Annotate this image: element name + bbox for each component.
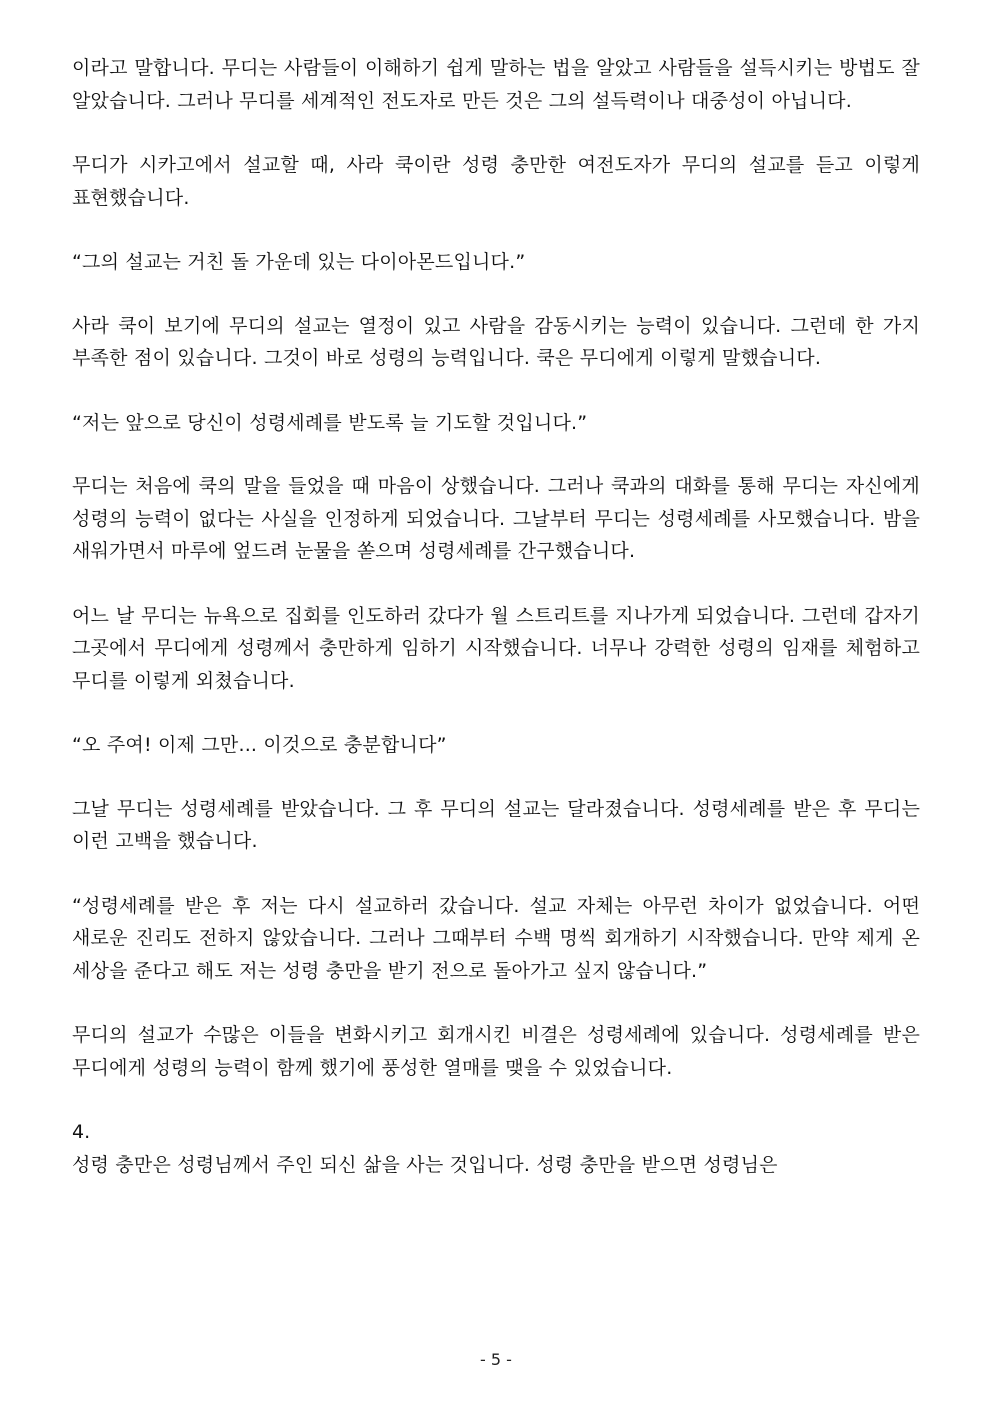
quote-paragraph: “성령세례를 받은 후 저는 다시 설교하러 갔습니다. 설교 자체는 아무런 차이가 없었습니다. 어떤 새로운 진리도 전하지 않았습니다. 그러나 그때부터 수백 명씩 회개하기 시작했습니다. 만약 제게 온 세상을 준다고 해도 저는 성령 충만을 받기 전으로 돌아가고 싶지 않습니다.” [72, 894, 920, 982]
paragraph: 어느 날 무디는 뉴욕으로 집회를 인도하러 갔다가 월 스트리트를 지나가게 되었습니다. 그런데 갑자기 그곳에서 무디에게 성령께서 충만하게 임하기 시작했습니다. 너무나 강력한 성령의 임재를 체험하고 무디를 이렇게 외쳤습니다. [72, 604, 920, 692]
paragraph: 이라고 말합니다. 무디는 사람들이 이해하기 쉽게 말하는 법을 알았고 사람들을 설득시키는 방법도 잘 알았습니다. 그러나 무디를 세계적인 전도자로 만든 것은 그의 설득력이나 대중성이 아닙니다. [72, 57, 920, 112]
paragraph: 그날 무디는 성령세례를 받았습니다. 그 후 무디의 설교는 달라졌습니다. 성령세례를 받은 후 무디는 이런 고백을 했습니다. [72, 797, 920, 852]
quote-paragraph: “저는 앞으로 당신이 성령세례를 받도록 늘 기도할 것입니다.” [72, 411, 588, 434]
section-number: 4. [72, 1121, 91, 1143]
paragraph: 사라 쿡이 보기에 무디의 설교는 열정이 있고 사람을 감동시키는 능력이 있습니다. 그런데 한 가지 부족한 점이 있습니다. 그것이 바로 성령의 능력입니다. 쿡은 무디에게 이렇게 말했습니다. [72, 314, 920, 369]
quote-paragraph: “그의 설교는 거친 돌 가운데 있는 다이아몬드입니다.” [72, 251, 526, 273]
paragraph: 무디의 설교가 수많은 이들을 변화시키고 회개시킨 비결은 성령세례에 있습니다. 성령세례를 받은 무디에게 성령의 능력이 함께 했기에 풍성한 열매를 맺을 수 있었습니다. [72, 1024, 920, 1079]
page-number: - 5 - [480, 1350, 512, 1369]
paragraph: 성령 충만은 성령님께서 주인 되신 삶을 사는 것입니다. 성령 충만을 받으면 성령님은 [72, 1153, 778, 1176]
quote-paragraph: “오 주여! 이제 그만... 이것으로 충분합니다” [72, 734, 447, 756]
paragraph: 무디가 시카고에서 설교할 때, 사라 쿡이란 성령 충만한 여전도자가 무디의 설교를 듣고 이렇게 표현했습니다. [72, 154, 920, 209]
document-page [72, 52, 920, 1181]
paragraph: 무디는 처음에 쿡의 말을 들었을 때 마음이 상했습니다. 그러나 쿡과의 대화를 통해 무디는 자신에게 성령의 능력이 없다는 사실을 인정하게 되었습니다. 그날부터 무디는 성령세례를 사모했습니다. 밤을 새워가면서 마루에 엎드려 눈물을 쏟으며 성령세례를 간구했습니다. [72, 475, 920, 562]
